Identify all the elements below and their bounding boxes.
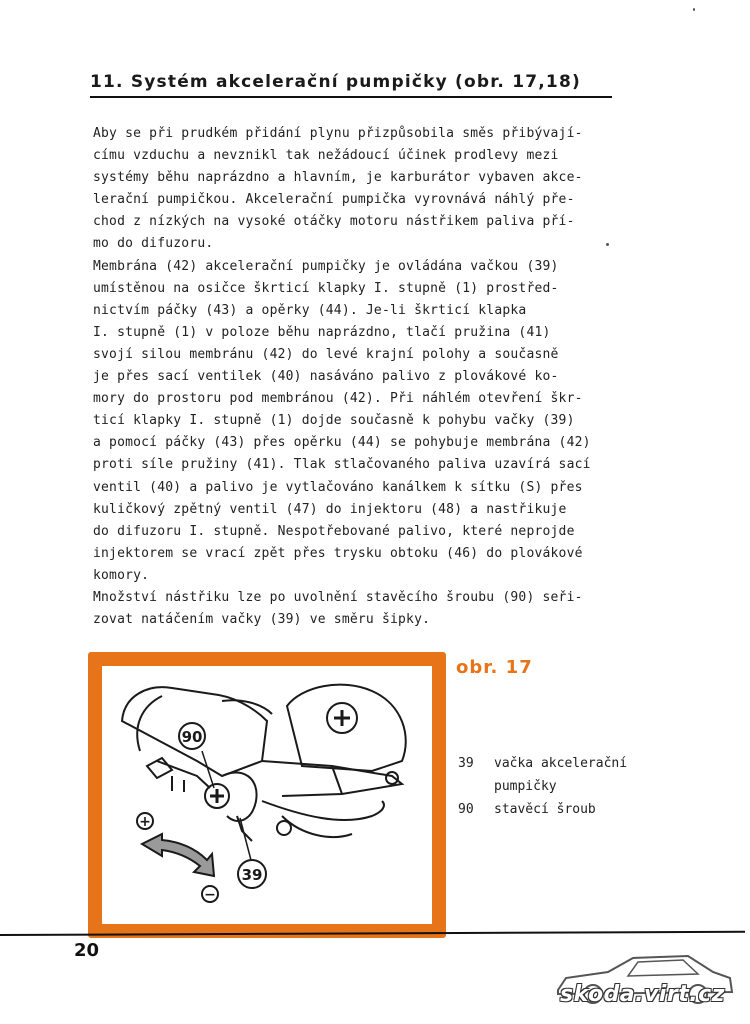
minus-sign: − [204,887,216,903]
carburetor-illustration [102,666,432,924]
plus-sign: + [139,814,151,830]
legend-text: stavěcí šroub [494,802,596,817]
callout-90 [179,723,214,788]
figure-label: obr. 17 [456,657,533,678]
legend-number: 39 [458,756,474,771]
paragraph-intro: Aby se při prudkém přidání plynu přizpůsobila směs přibývají- címu vzduchu a nevznikl tak nežádoucí účinek prodlevy mezi systémy běhu naprázdno a hlavním, je karburátor vybaven akce- lerační pumpičkou. Akcelerační pumpička vyrovnává náhlý pře- chod z nízkých na vysoké otáčky motoru nástřikem paliva pří- mo do difuzoru. [93,126,583,252]
scan-speck [606,243,609,246]
page-number: 20 [74,940,100,961]
figure-17-frame [88,652,446,938]
callout-90-label: 90 [181,728,203,746]
plus-marker [137,813,153,830]
legend-item [458,752,698,798]
callout-39 [238,818,266,888]
watermark-text: skoda.virt.cz [560,982,725,1007]
direction-arrow [142,834,214,876]
paragraph-adjustment: Množství nástřiku lze po uvolnění stavěcího šroubu (90) seři- zovat natáčením vačky (39) ve směru šipky. [93,589,583,628]
legend-number: 90 [458,802,474,817]
scan-speck [693,8,695,11]
figure-legend [458,752,698,821]
callout-39-label: 39 [241,866,263,884]
paragraph-membrane: Membrána (42) akcelerační pumpičky je ovládána vačkou (39) umístěnou na osičce škrticí klapky I. stupně (1) prostřed- nictvím páčky (43) a opěrky (44). Je-li škrticí klapka I. stupně (1) v poloze běhu naprázdno, tlačí pružina (41) svojí silou membránu (42) do levé krajní polohy a současně je přes sací ventilek (40) nasáváno palivo z plovákové ko- mory do prostoru pod membránou (42). Při náhlém otevření škr- ticí klapky I. stupně (1) dojde současně k pohybu vačky (39) a pomocí páčky (43) přes opěrku (44) se pohybuje membrána (42) proti síle pružiny (41). Tlak stlačovaného paliva uzavírá sací ventil (40) a palivo je vytlačováno kanálkem k sítku (S) přes kuličkový zpětný ventil (47) do injektoru (48) a nastřikuje do difuzoru I. stupně. Nespotřebované palivo, které neprojde injektorem se vrací zpět přes trysku obtoku (46) do plovákové komory. [93,258,591,583]
body-text [93,123,653,631]
carburetor-body-right [287,685,406,771]
legend-item [458,798,698,821]
section-heading: 11. Systém akcelerační pumpičky (obr. 17,18) [90,72,612,98]
cam-profile [222,772,257,821]
legend-text: vačka akcelerační pumpičky [494,756,628,794]
minus-marker [202,886,218,903]
